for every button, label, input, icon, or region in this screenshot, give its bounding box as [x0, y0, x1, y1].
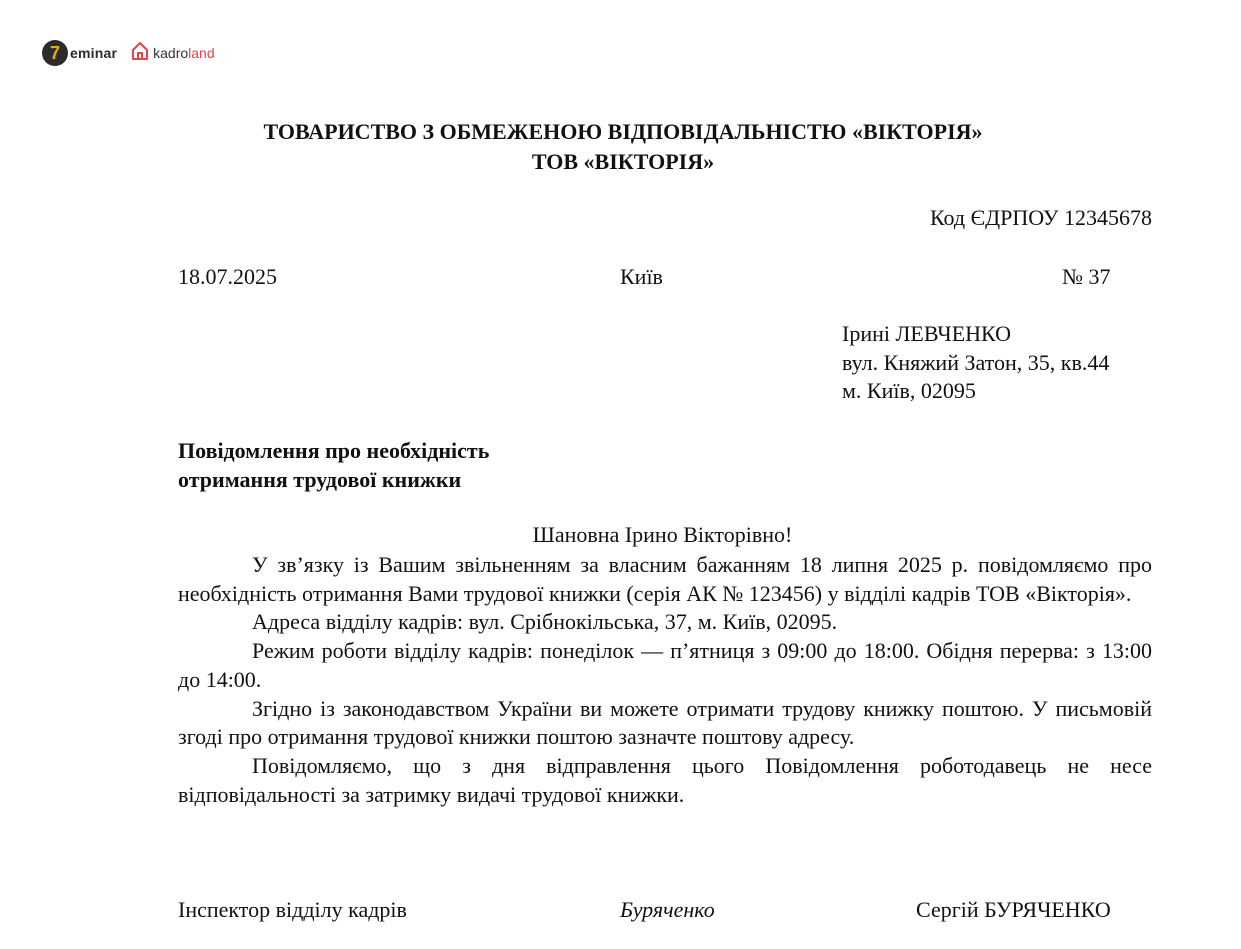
kadroland-logo — [131, 41, 215, 66]
body-paragraph-liability: Повідомляємо, що з дня відправлення цього Повідомлення роботодавець не несе відповідальності за затримку видачі трудової книжки. — [178, 752, 1152, 807]
document-city: Київ — [620, 264, 663, 289]
subject-line-2: отримання трудової книжки — [178, 467, 462, 492]
signatory-name: Сергій БУРЯЧЕНКО — [916, 897, 1111, 922]
body-paragraph-address: Адреса відділу кадрів: вул. Срібнокільська, 37, м. Київ, 02095. — [252, 609, 838, 635]
seminar-logo-text: eminar — [70, 45, 118, 61]
edrpou-code: Код ЄДРПОУ 12345678 — [929, 205, 1152, 230]
kadroland-logo-text: kadroland — [153, 45, 215, 61]
logos — [42, 40, 215, 66]
addressee-block — [842, 320, 1109, 406]
org-short-name: ТОВ «ВІКТОРІЯ» — [531, 149, 715, 174]
document-number: № 37 — [1062, 264, 1111, 289]
org-full-name: ТОВАРИСТВО З ОБМЕЖЕНОЮ ВІДПОВІДАЛЬНІСТЮ «ВІКТОРІЯ» — [263, 119, 983, 144]
document-date: 18.07.2025 — [178, 264, 277, 289]
kadroland-house-icon — [131, 41, 149, 66]
seminar-logo-mark: 7 — [42, 40, 68, 66]
addressee-name: Ірині ЛЕВЧЕНКО — [842, 321, 1012, 346]
signature-handwritten: Буряченко — [620, 897, 715, 922]
greeting: Шановна Ірино Вікторівно! — [532, 522, 793, 547]
seminar-logo — [42, 40, 117, 66]
addressee-city: м. Київ, 02095 — [842, 378, 976, 403]
letter-body — [178, 551, 1152, 809]
subject-block — [178, 436, 489, 494]
addressee-street: вул. Княжий Затон, 35, кв.44 — [842, 349, 1110, 375]
body-paragraph-hours: Режим роботи відділу кадрів: понеділок — п’ятниця з 09:00 до 18:00. Обідня перерва: з 13:00 до 14:00. — [178, 638, 1152, 692]
signatory-position: Інспектор відділу кадрів — [178, 897, 407, 922]
body-paragraph-dismissal: У зв’язку із Вашим звільненням за власним бажанням 18 липня 2025 р. повідомляємо про необхідність отримання Вами трудової книжки (серія АК № 123456) у відділі кадрів ТОВ «Вікторія». — [178, 552, 1152, 606]
body-paragraph-post: Згідно із законодавством України ви можете отримати трудову книжку поштою. У письмовій згоді про отримання трудової книжки поштою зазначте поштову адресу. — [178, 695, 1152, 750]
subject-line-1: Повідомлення про необхідність — [178, 438, 490, 463]
